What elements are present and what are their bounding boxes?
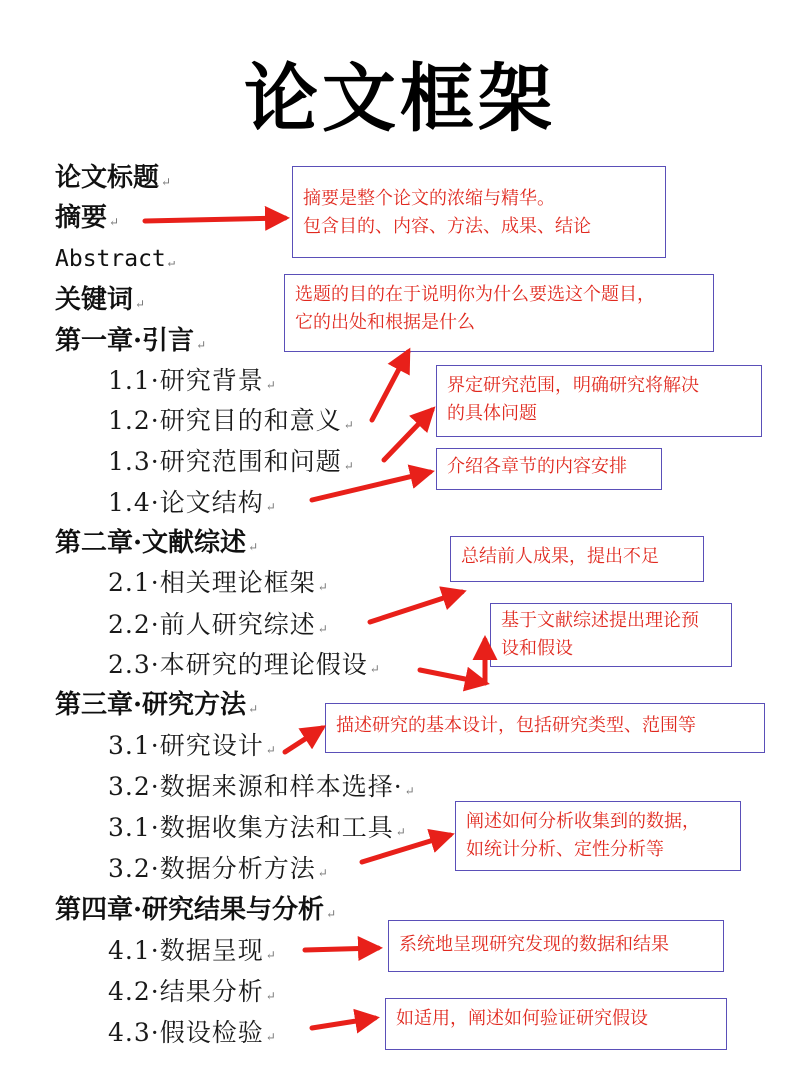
note-line: 如统计分析、定性分析等: [466, 839, 664, 860]
paragraph-mark-icon: ↵: [317, 622, 329, 636]
paragraph-mark-icon: ↵: [317, 866, 329, 880]
outline-chapter-4: 第四章·研究结果与分析 ↵: [55, 895, 337, 925]
outline-item-keywords: 关键词 ↵: [55, 285, 146, 315]
paragraph-mark-icon: ↵: [265, 989, 277, 1003]
outline-section-3-1: 3.1·研究设计 ↵: [108, 731, 277, 760]
outline-section-3-4: 3.2·数据分析方法 ↵: [108, 854, 329, 883]
note-line: 介绍各章节的内容安排: [447, 456, 627, 477]
paragraph-mark-icon: ↵: [167, 255, 176, 269]
arrow-icon: [312, 472, 430, 500]
outline-section-1-3: 1.3·研究范围和问题 ↵: [108, 447, 355, 476]
paragraph-mark-icon: ↵: [317, 580, 329, 594]
paragraph-mark-icon: ↵: [404, 784, 416, 798]
paragraph-mark-icon: ↵: [326, 907, 337, 921]
note-line: 基于文献综述提出理论预: [501, 610, 699, 631]
paragraph-mark-icon: ↵: [369, 662, 381, 676]
note-line: 描述研究的基本设计，包括研究类型、范围等: [336, 715, 696, 736]
outline-section-1-1: 1.1·研究背景 ↵: [108, 366, 277, 395]
outline-chapter-3: 第三章·研究方法 ↵: [55, 690, 259, 720]
paragraph-mark-icon: ↵: [196, 338, 207, 352]
arrow-icon: [362, 835, 450, 862]
paragraph-mark-icon: ↵: [265, 743, 277, 757]
paragraph-mark-icon: ↵: [135, 297, 146, 311]
arrow-icon: [384, 410, 432, 460]
note-line: 界定研究范围，明确研究将解决: [447, 375, 699, 396]
arrow-icon: [305, 948, 378, 950]
page-title: 论文框架: [244, 56, 556, 142]
outline-section-3-3: 3.1·数据收集方法和工具 ↵: [108, 813, 407, 842]
arrow-icon: [420, 670, 485, 683]
outline-section-2-3: 2.3·本研究的理论假设 ↵: [108, 650, 381, 679]
paragraph-mark-icon: ↵: [161, 175, 172, 189]
outline-section-4-1: 4.1·数据呈现 ↵: [108, 936, 277, 965]
arrow-icon: [285, 728, 322, 752]
note-line: 摘要是整个论文的浓缩与精华。: [303, 188, 555, 209]
note-line: 的具体问题: [447, 403, 537, 424]
outline-chapter-2: 第二章·文献综述 ↵: [55, 528, 259, 558]
paragraph-mark-icon: ↵: [265, 378, 277, 392]
paragraph-mark-icon: ↵: [343, 418, 355, 432]
outline-section-3-2: 3.2·数据来源和样本选择· ↵: [108, 772, 416, 801]
paragraph-mark-icon: ↵: [248, 540, 259, 554]
outline-section-1-2: 1.2·研究目的和意义 ↵: [108, 406, 355, 435]
arrow-icon: [145, 218, 285, 221]
note-line: 总结前人成果，提出不足: [461, 546, 659, 567]
paragraph-mark-icon: ↵: [395, 825, 407, 839]
arrow-icon: [372, 352, 408, 420]
note-line: 设和假设: [501, 638, 573, 659]
outline-item-abstract-cn: 摘要 ↵: [55, 203, 120, 233]
outline-section-4-2: 4.2·结果分析 ↵: [108, 977, 277, 1006]
note-line: 包含目的、内容、方法、成果、结论: [303, 216, 591, 237]
paragraph-mark-icon: ↵: [265, 948, 277, 962]
note-line: 阐述如何分析收集到的数据，: [466, 811, 700, 832]
arrow-icon: [370, 592, 462, 622]
note-line: 系统地呈现研究发现的数据和结果: [399, 934, 669, 955]
paragraph-mark-icon: ↵: [248, 702, 259, 716]
note-line: 选题的目的在于说明你为什么要选这个题目，: [295, 284, 655, 305]
outline-section-2-2: 2.2·前人研究综述 ↵: [108, 610, 329, 639]
outline-section-1-4: 1.4·论文结构 ↵: [108, 488, 277, 517]
note-line: 它的出处和根据是什么: [295, 312, 475, 333]
outline-item-thesis-title: 论文标题 ↵: [55, 163, 172, 193]
outline-chapter-1: 第一章·引言 ↵: [55, 326, 207, 356]
outline-section-2-1: 2.1·相关理论框架 ↵: [108, 568, 329, 597]
paragraph-mark-icon: ↵: [343, 459, 355, 473]
outline-section-4-3: 4.3·假设检验 ↵: [108, 1018, 277, 1047]
outline-item-abstract-en: Abstract ↵: [55, 246, 176, 272]
paragraph-mark-icon: ↵: [265, 500, 277, 514]
note-line: 如适用，阐述如何验证研究假设: [396, 1008, 648, 1029]
arrow-icon: [312, 1018, 375, 1028]
paragraph-mark-icon: ↵: [109, 215, 120, 229]
paragraph-mark-icon: ↵: [265, 1030, 277, 1044]
